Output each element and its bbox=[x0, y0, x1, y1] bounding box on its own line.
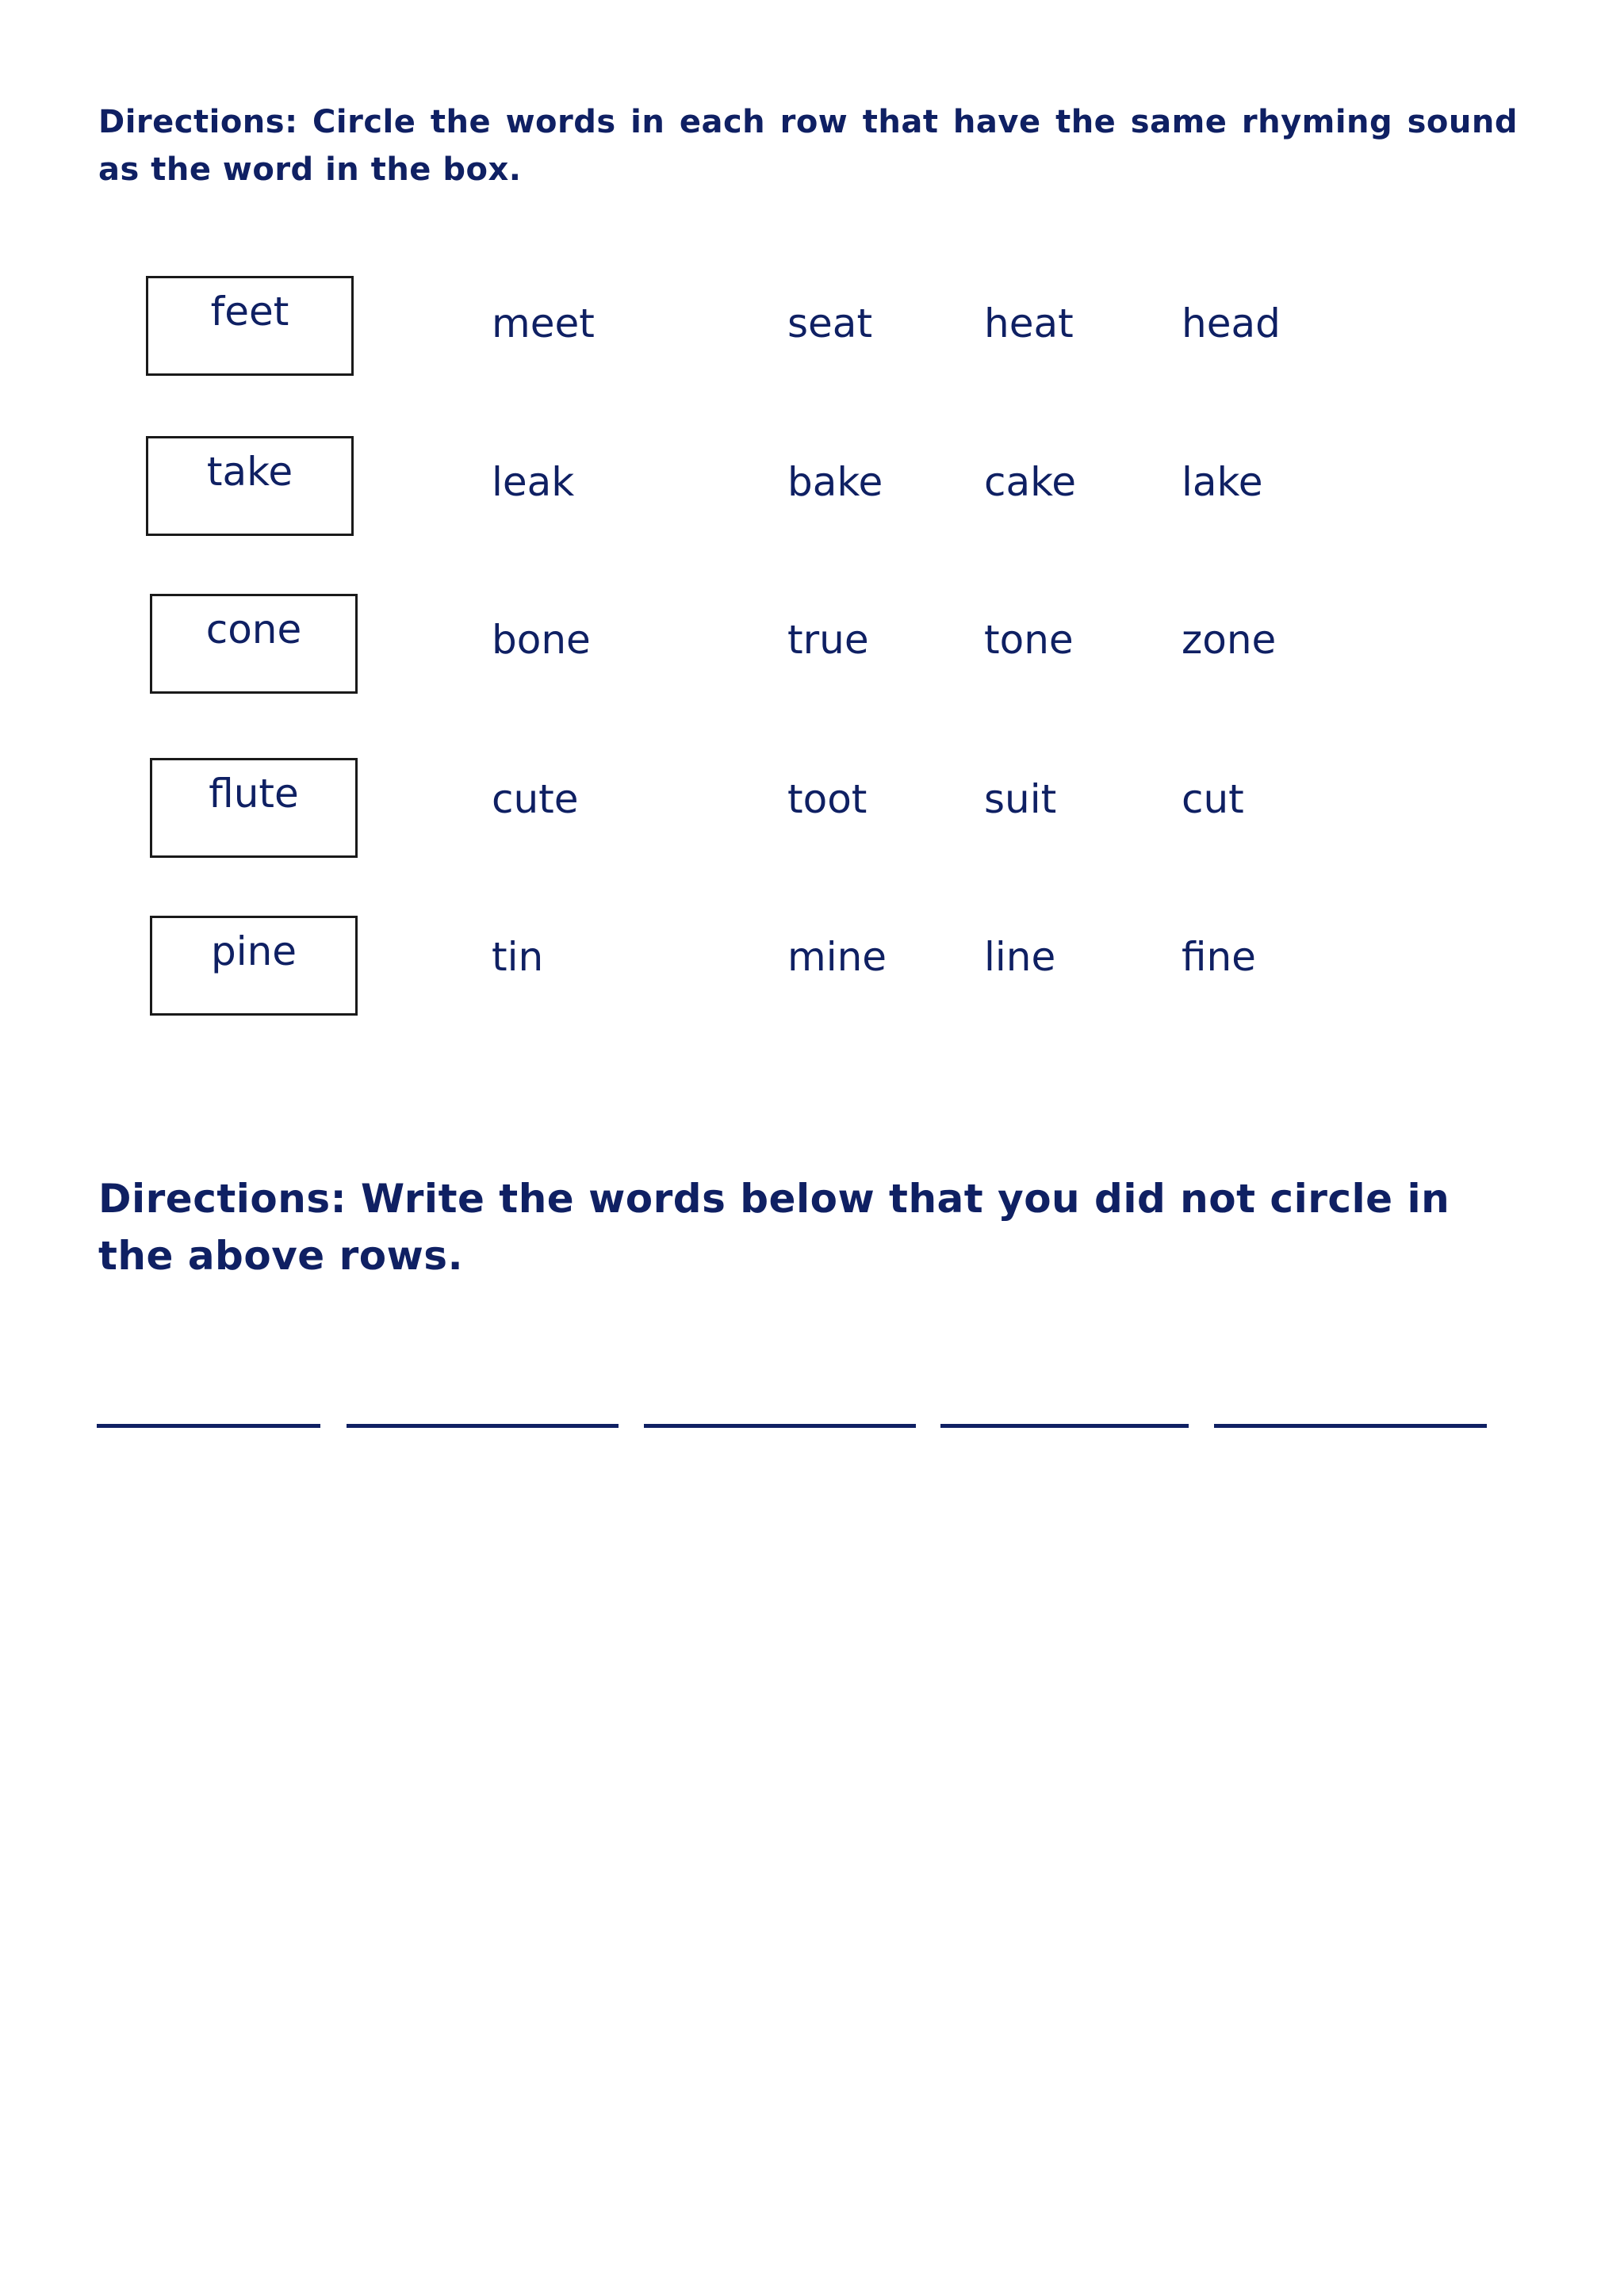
choice-word[interactable]: toot bbox=[787, 776, 868, 822]
choice-word[interactable]: tin bbox=[492, 934, 544, 980]
target-word: flute bbox=[209, 771, 299, 817]
rhyme-row-5 bbox=[0, 916, 1624, 1019]
target-word: cone bbox=[205, 607, 302, 652]
target-word: take bbox=[206, 449, 293, 495]
choice-word[interactable]: heat bbox=[984, 300, 1074, 346]
target-word-box bbox=[150, 594, 358, 694]
answer-line-1[interactable] bbox=[97, 1424, 320, 1428]
answer-line-5[interactable] bbox=[1214, 1424, 1487, 1428]
target-word: feet bbox=[210, 289, 289, 335]
answer-line-2[interactable] bbox=[347, 1424, 619, 1428]
choice-word[interactable]: tone bbox=[984, 617, 1074, 663]
target-word: pine bbox=[210, 928, 297, 974]
choice-word[interactable]: seat bbox=[787, 300, 873, 346]
choice-word[interactable]: cute bbox=[492, 776, 579, 822]
target-word-box bbox=[146, 276, 354, 376]
rhyme-row-3 bbox=[0, 594, 1624, 697]
choice-word[interactable]: leak bbox=[492, 459, 575, 505]
choice-word[interactable]: suit bbox=[984, 776, 1057, 822]
target-word-box bbox=[150, 916, 358, 1016]
choice-word[interactable]: cut bbox=[1182, 776, 1244, 822]
choice-word[interactable]: cake bbox=[984, 459, 1077, 505]
rhyme-row-4 bbox=[0, 758, 1624, 861]
answer-line-3[interactable] bbox=[644, 1424, 916, 1428]
target-word-box bbox=[146, 436, 354, 536]
answer-line-4[interactable] bbox=[940, 1424, 1189, 1428]
choice-word[interactable]: mine bbox=[787, 934, 887, 980]
rhyme-row-1 bbox=[0, 276, 1624, 379]
choice-word[interactable]: zone bbox=[1182, 617, 1277, 663]
directions-write: Directions: Write the words below that you did not circle in the above rows. bbox=[98, 1176, 1450, 1279]
directions-circle: Directions: Circle the words in each row that have the same rhyming sound as the word in the box. bbox=[98, 104, 1518, 188]
choice-word[interactable]: true bbox=[787, 617, 869, 663]
choice-word[interactable]: meet bbox=[492, 300, 595, 346]
choice-word[interactable]: line bbox=[984, 934, 1056, 980]
choice-word[interactable]: bone bbox=[492, 617, 591, 663]
rhyme-row-2 bbox=[0, 436, 1624, 539]
choice-word[interactable]: bake bbox=[787, 459, 883, 505]
choice-word[interactable]: fine bbox=[1182, 934, 1256, 980]
choice-word[interactable]: lake bbox=[1182, 459, 1263, 505]
choice-word[interactable]: head bbox=[1182, 300, 1281, 346]
target-word-box bbox=[150, 758, 358, 858]
